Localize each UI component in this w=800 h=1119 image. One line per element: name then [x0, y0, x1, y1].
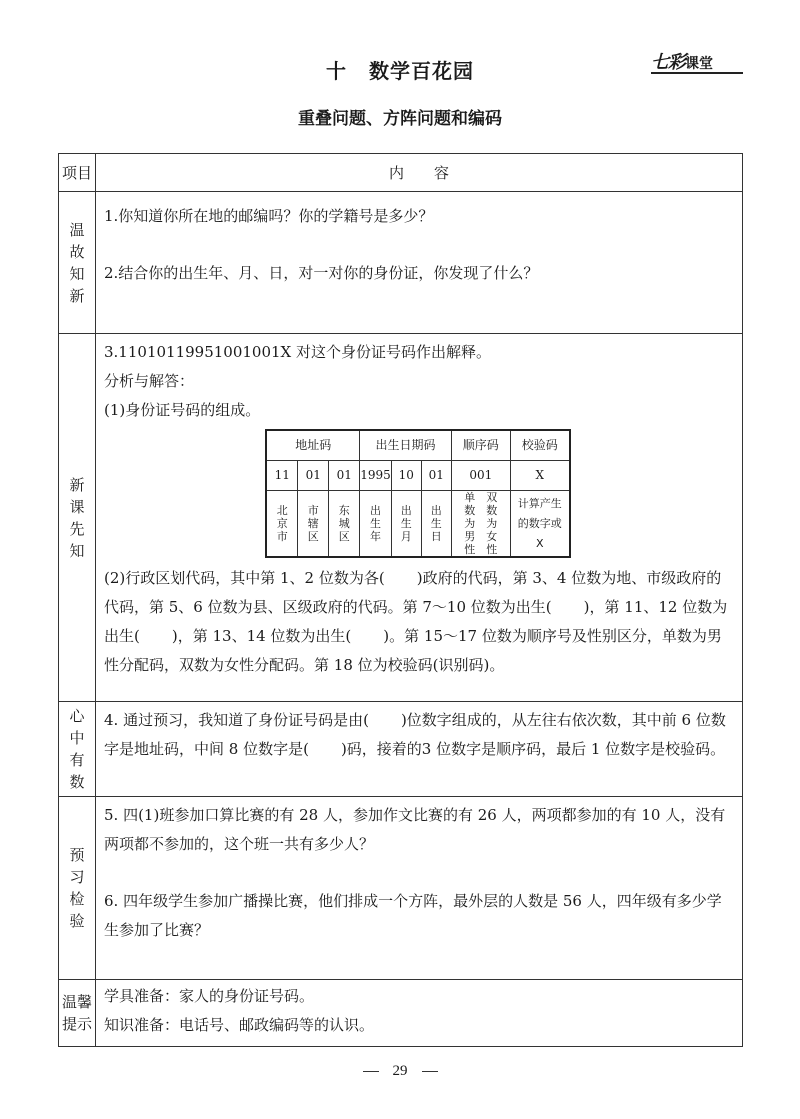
- id-header-check: 校验码: [510, 430, 570, 461]
- id-value: 1995: [360, 461, 392, 491]
- id-desc: 出生日: [430, 504, 442, 543]
- tip-knowledge: 知识准备：电话号、邮政编码等的认识。: [104, 1016, 375, 1034]
- chapter-name: 数学百花园: [369, 59, 474, 83]
- id-desc: 出生月: [400, 504, 412, 543]
- id-value: 11: [266, 461, 298, 491]
- footer-dash: [363, 1071, 379, 1072]
- brand-main: 七彩: [651, 52, 685, 73]
- page-footer: [0, 1063, 800, 1080]
- id-value: 01: [421, 461, 451, 491]
- id-value: X: [510, 461, 570, 491]
- id-header-birth: 出生日期码: [360, 430, 452, 461]
- id-desc: 市辖区: [307, 504, 319, 543]
- analysis-label: 分析与解答：: [104, 372, 195, 390]
- id-value: 01: [329, 461, 360, 491]
- question-5: 5. 四(1)班参加口算比赛的有 28 人，参加作文比赛的有 26 人，两项都参加的有 10 人，没有两项都不参加的，这个班一共有多少人？: [104, 806, 726, 853]
- section-mind: [59, 702, 743, 797]
- part-1: (1)身份证号码的组成。: [104, 401, 261, 419]
- page-number: 29: [392, 1063, 408, 1079]
- worksheet-table: [58, 153, 743, 1047]
- footer-dash: [422, 1071, 438, 1072]
- id-desc-odd: 单数为男性: [464, 491, 476, 556]
- header-item: 项目: [59, 154, 96, 192]
- brand-sub: 课堂: [685, 56, 713, 72]
- id-desc-check: 计算产生的数字或X: [517, 496, 562, 550]
- section-tips: [59, 980, 743, 1047]
- question-2: 2.结合你的出生年、月、日，对一对你的身份证，你发现了什么？: [104, 264, 539, 282]
- id-value: 01: [298, 461, 329, 491]
- brand-logo: [651, 48, 743, 74]
- id-desc-even: 双数为女性: [486, 491, 498, 556]
- section-review: [59, 192, 743, 334]
- chapter-number: 十: [326, 59, 347, 83]
- section-label-mind: 心中有数: [69, 707, 85, 791]
- section-new-lesson: [59, 334, 743, 702]
- section-label-review: 温故知新: [69, 220, 85, 305]
- section-label-new: 新课先知: [69, 475, 85, 560]
- id-header-address: 地址码: [266, 430, 360, 461]
- question-3: 3.11010119951001001X 对这个身份证号码作出解释。: [104, 343, 491, 361]
- id-value: 001: [451, 461, 510, 491]
- id-header-sequence: 顺序码: [451, 430, 510, 461]
- id-number-table: [265, 429, 571, 558]
- question-1: 1.你知道你所在地的邮编吗？你的学籍号是多少？: [104, 207, 434, 225]
- part-2: (2)行政区划代码，其中第 1、2 位数为各( )政府的代码，第 3、4 位数为地、市级政府的代码，第 5、6 位数为县、区级政府的代码。第 7～10 位数为出生( )，第 11、12 位数为出生( )，第 13、14 位数为出生( )。第 15～17 位数为顺序号及性别区分，单数为男性分配码，双数为女性分配码。第 18 位为校验码(识别码)。: [104, 569, 728, 674]
- table-header-row: [59, 154, 743, 192]
- question-6: 6. 四年级学生参加广播操比赛，他们排成一个方阵，最外层的人数是 56 人，四年级有多少学生参加了比赛？: [104, 892, 722, 939]
- tip-materials: 学具准备：家人的身份证号码。: [104, 987, 315, 1005]
- section-preview: [59, 797, 743, 980]
- lesson-title: 重叠问题、方阵问题和编码: [298, 109, 502, 129]
- id-desc: 北京市: [276, 504, 288, 543]
- id-desc: 出生年: [369, 504, 381, 543]
- header-content: 内 容: [96, 154, 743, 192]
- section-label-tips: 温馨提示: [61, 993, 92, 1033]
- question-4: 4. 通过预习，我知道了身份证号码是由( )位数字组成的，从左往右依次数，其中前 6 位数字是地址码，中间 8 位数字是( )码，接着的3 位数字是顺序码，最后 1 位数字是校验码。: [104, 711, 726, 758]
- id-value: 10: [391, 461, 421, 491]
- section-label-preview: 预习检验: [69, 846, 85, 930]
- id-desc: 东城区: [338, 504, 350, 543]
